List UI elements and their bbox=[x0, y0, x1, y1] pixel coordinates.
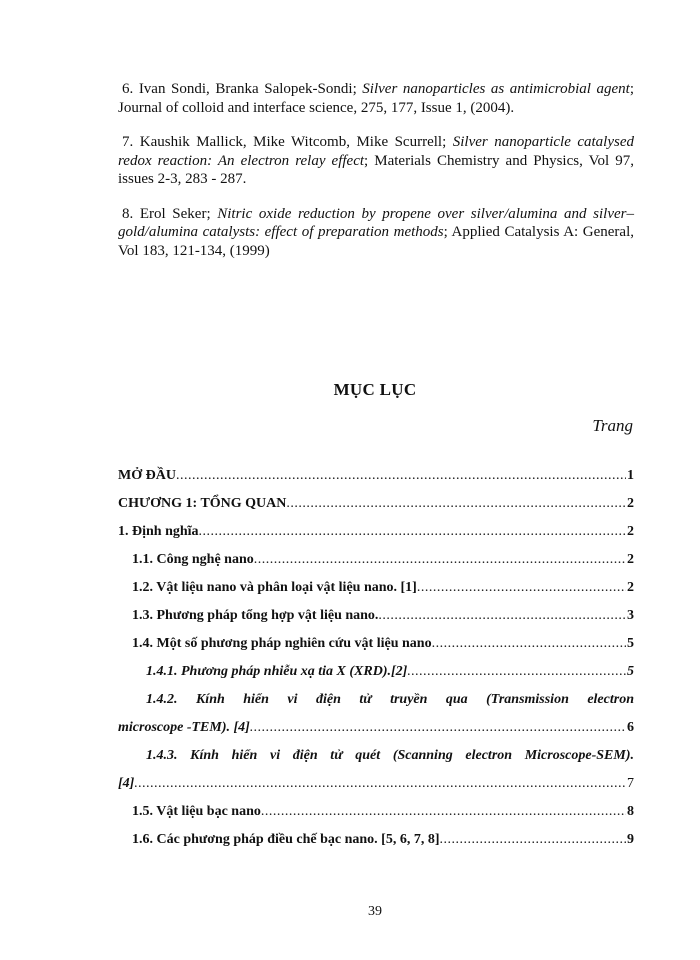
toc-title: MỤC LỤC bbox=[333, 380, 417, 399]
toc-entry-1-4-2: 1.4.2. Kính hiển vi điện tử truyền qua (Transmission electron microscope -TEM). [4] ..... 6 bbox=[118, 686, 634, 742]
toc-page-label: Trang bbox=[592, 416, 633, 435]
toc-entry-1-5: 1.5. Vật liệu bạc nano ..... 8 bbox=[118, 798, 634, 826]
reference-item: 7. Kaushik Mallick, Mike Witcomb, Mike Scurrell; Silver nanoparticle catalysed redox reaction: An electron relay effect; Materials Chemistry and Physics, Vol 97, issues 2-3, 283 - 287. bbox=[118, 134, 635, 187]
toc-entry-1-1: 1.1. Công nghệ nano ..... 2 bbox=[118, 546, 634, 574]
reference-item: 6. Ivan Sondi, Branka Salopek-Sondi; Silver nanoparticles as antimicrobial agent; Journal of colloid and interface science, 275, 177, Issue 1, (2004). bbox=[118, 81, 634, 116]
toc-entry-1: 1. Định nghĩa ..... 2 bbox=[118, 518, 634, 546]
toc-entry-chuong-1: CHƯƠNG 1: TỔNG QUAN ..... 2 bbox=[118, 490, 634, 518]
toc-entry-mo-dau: MỞ ĐẦU ..... 1 bbox=[118, 462, 634, 490]
toc-entry-1-4-1: 1.4.1. Phương pháp nhiễu xạ tia X (XRD).[2] ..... 5 bbox=[118, 658, 634, 686]
toc-entry-1-6: 1.6. Các phương pháp điều chế bạc nano. [5, 6, 7, 8] ..... 9 bbox=[118, 826, 634, 854]
reference-item: 8. Erol Seker; Nitric oxide reduction by propene over silver/alumina and silver–gold/alumina catalysts: effect of preparation methods; Applied Catalysis A: General, Vol 183, 121-134, (1999) bbox=[118, 205, 634, 259]
reference-list bbox=[118, 80, 634, 276]
table-of-contents bbox=[118, 462, 634, 854]
toc-entry-1-4: 1.4. Một số phương pháp nghiên cứu vật liệu nano ..... 5 bbox=[118, 630, 634, 658]
toc-entry-1-3: 1.3. Phương pháp tổng hợp vật liệu nano. ..... 3 bbox=[118, 602, 634, 630]
page-number: 39 bbox=[368, 904, 382, 919]
toc-entry-1-2: 1.2. Vật liệu nano và phân loại vật liệu nano. [1] ..... 2 bbox=[118, 574, 634, 602]
toc-entry-1-4-3: 1.4.3. Kính hiển vi điện tử quét (Scanning electron Microscope-SEM). [4] ..... 7 bbox=[118, 742, 634, 798]
